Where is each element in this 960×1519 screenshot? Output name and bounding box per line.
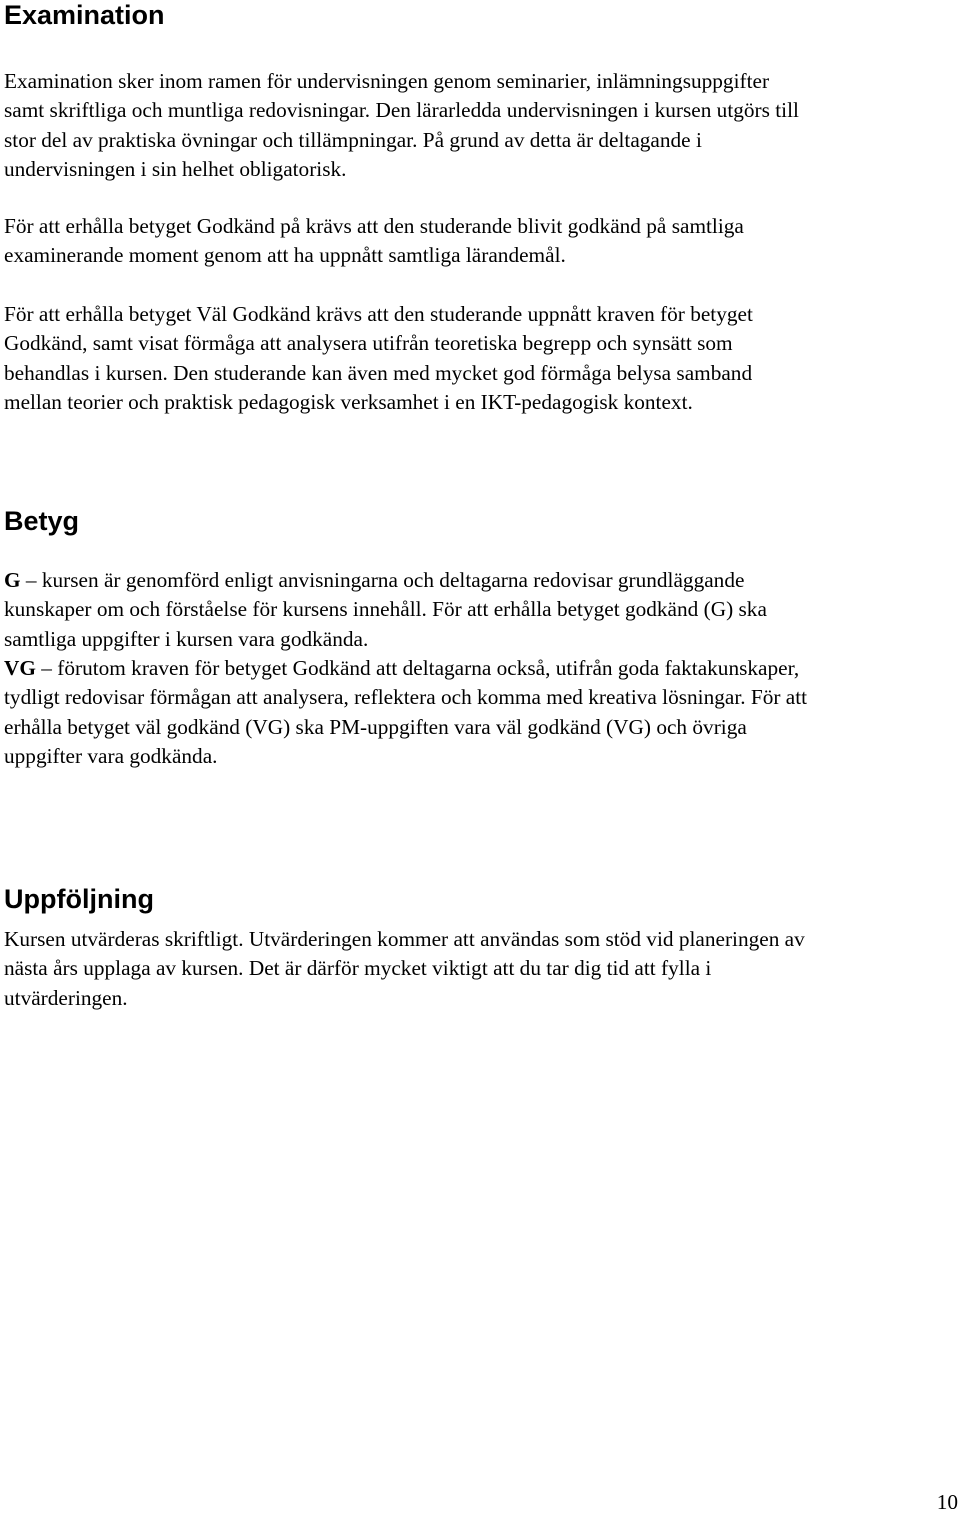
- text-line: Examination sker inom ramen för undervisningen genom seminarier, inlämningsuppgifter: [4, 69, 770, 93]
- examination-paragraph-1: [4, 67, 960, 185]
- text-line: samt skriftliga och muntliga redovisningar. Den lärarledda undervisningen i kursen utgörs till: [4, 98, 799, 123]
- grade-vg-text: – förutom kraven för betyget Godkänd att deltagarna också, utifrån goda faktakunskaper,: [35, 656, 800, 680]
- text-line: Godkänd, samt visat förmåga att analysera utifrån teoretiska begrepp och synsätt som: [4, 331, 733, 356]
- uppfoljning-heading: Uppföljning: [4, 884, 154, 914]
- grade-vg-label: VG: [4, 656, 36, 680]
- text-line: Kursen utvärderas skriftligt. Utvärderingen kommer att användas som stöd vid planeringen av: [4, 927, 805, 951]
- text-line: nästa års upplaga av kursen. Det är därför mycket viktigt att du tar dig tid att fylla i: [4, 956, 712, 981]
- text-line: utvärderingen.: [4, 985, 128, 1010]
- text-line: examinerande moment genom att ha uppnått samtliga lärandemål.: [4, 243, 566, 268]
- text-line: undervisningen i sin helhet obligatorisk.: [4, 157, 347, 182]
- text-line: samtliga uppgifter i kursen vara godkända.: [4, 626, 369, 651]
- text-line: kunskaper om och förståelse för kursens innehåll. För att erhålla betyget godkänd (G) ska: [4, 597, 767, 622]
- text-line: tydligt redovisar förmågan att analysera, reflektera och komma med kreativa lösningar. För att: [4, 685, 808, 710]
- text-line: [4, 566, 960, 595]
- grade-g-text: – kursen är genomförd enligt anvisningarna och deltagarna redovisar grundläggande: [20, 568, 745, 592]
- examination-paragraph-2: [4, 212, 960, 271]
- examination-heading: Examination: [4, 0, 165, 30]
- grade-g-description: [4, 566, 960, 654]
- text-line: För att erhålla betyget Väl Godkänd krävs att den studerande uppnått kraven för betyget: [4, 302, 753, 326]
- betyg-heading: Betyg: [4, 506, 80, 536]
- text-line: För att erhålla betyget Godkänd på krävs att den studerande blivit godkänd på samtliga: [4, 214, 744, 238]
- text-line: stor del av praktiska övningar och tillämpningar. På grund av detta är deltagande i: [4, 127, 702, 152]
- text-line: behandlas i kursen. Den studerande kan även med mycket god förmåga belysa samband: [4, 360, 753, 385]
- examination-paragraph-3: [4, 300, 960, 418]
- text-line: erhålla betyget väl godkänd (VG) ska PM-uppgiften vara väl godkänd (VG) och övriga: [4, 714, 747, 739]
- grade-vg-description: [4, 654, 960, 772]
- grade-g-label: G: [4, 568, 21, 592]
- text-line: [4, 654, 960, 683]
- uppfoljning-paragraph: [4, 925, 960, 1013]
- page-number: 10: [936, 1490, 958, 1514]
- text-line: mellan teorier och praktisk pedagogisk verksamhet i en IKT-pedagogisk kontext.: [4, 390, 693, 415]
- text-line: uppgifter vara godkända.: [4, 744, 218, 769]
